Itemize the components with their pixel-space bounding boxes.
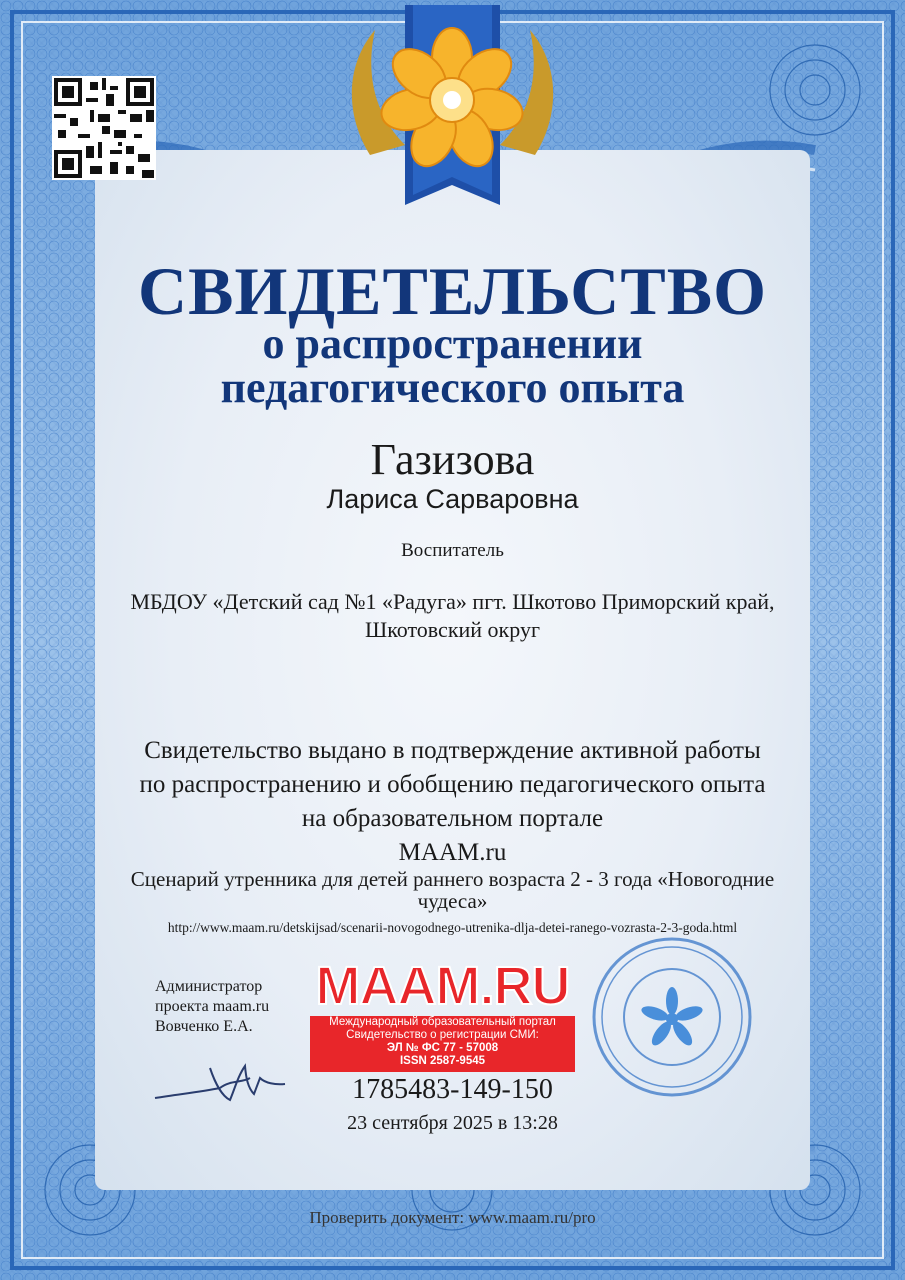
portal-name: MAAM.ru: [398, 839, 507, 866]
certificate-title: СВИДЕТЕЛЬСТВО: [138, 253, 767, 329]
admin-line2: проекта maam.ru: [155, 998, 270, 1015]
issue-statement-line1: Свидетельство выдано в подтверждение активной работы: [144, 737, 761, 764]
admin-block: [155, 977, 269, 1037]
certificate-subtitle-line1: о распространении: [262, 319, 643, 368]
maam-logo-word: MAAM.RU: [315, 956, 570, 1016]
admin-name: Вовченко Е.А.: [155, 1018, 253, 1035]
logo-line2: Свидетельство о регистрации СМИ:: [346, 1029, 539, 1041]
issue-statement-line3: на образовательном портале: [301, 805, 604, 832]
registration-date: 23 сентября 2025 в 13:28: [347, 1112, 558, 1134]
recipient-organization: МБДОУ «Детский сад №1 «Радуга» пгт. Шкотово Приморский край, Шкотовский округ: [130, 589, 775, 642]
admin-line1: Администратор: [155, 978, 263, 995]
maam-logo: [310, 956, 575, 1072]
certificate-subtitle-line2: педагогического опыта: [220, 363, 685, 412]
issue-statement-line2: по распространению и обобщению педагогического опыта: [139, 771, 766, 798]
issue-statement: [95, 734, 810, 870]
logo-line1: Международный образовательный портал: [329, 1016, 556, 1028]
maam-logo-info: [310, 1016, 575, 1072]
recipient-surname: Газизова: [370, 435, 535, 484]
logo-line3: ЭЛ № ФС 77 - 57008: [386, 1042, 499, 1054]
recipient-position: Воспитатель: [401, 540, 504, 561]
verify-link[interactable]: Проверить документ: www.maam.ru/pro: [309, 1208, 596, 1227]
recipient-first-names: Лариса Сарваровна: [326, 484, 579, 514]
medal-emblem-icon: [335, 5, 570, 215]
qr-code-icon: [52, 76, 156, 180]
logo-line4: ISSN 2587-9545: [399, 1055, 486, 1067]
registration-number: 1785483-149-150: [352, 1074, 553, 1105]
work-title: Сценарий утренника для детей раннего возраста 2 - 3 года «Новогодние чудеса»: [130, 867, 775, 913]
work-url[interactable]: http://www.maam.ru/detskijsad/scenarii-novogodnego-utrenika-dlja-detei-ranego-vozrasta-2-3-goda.html: [167, 920, 738, 935]
